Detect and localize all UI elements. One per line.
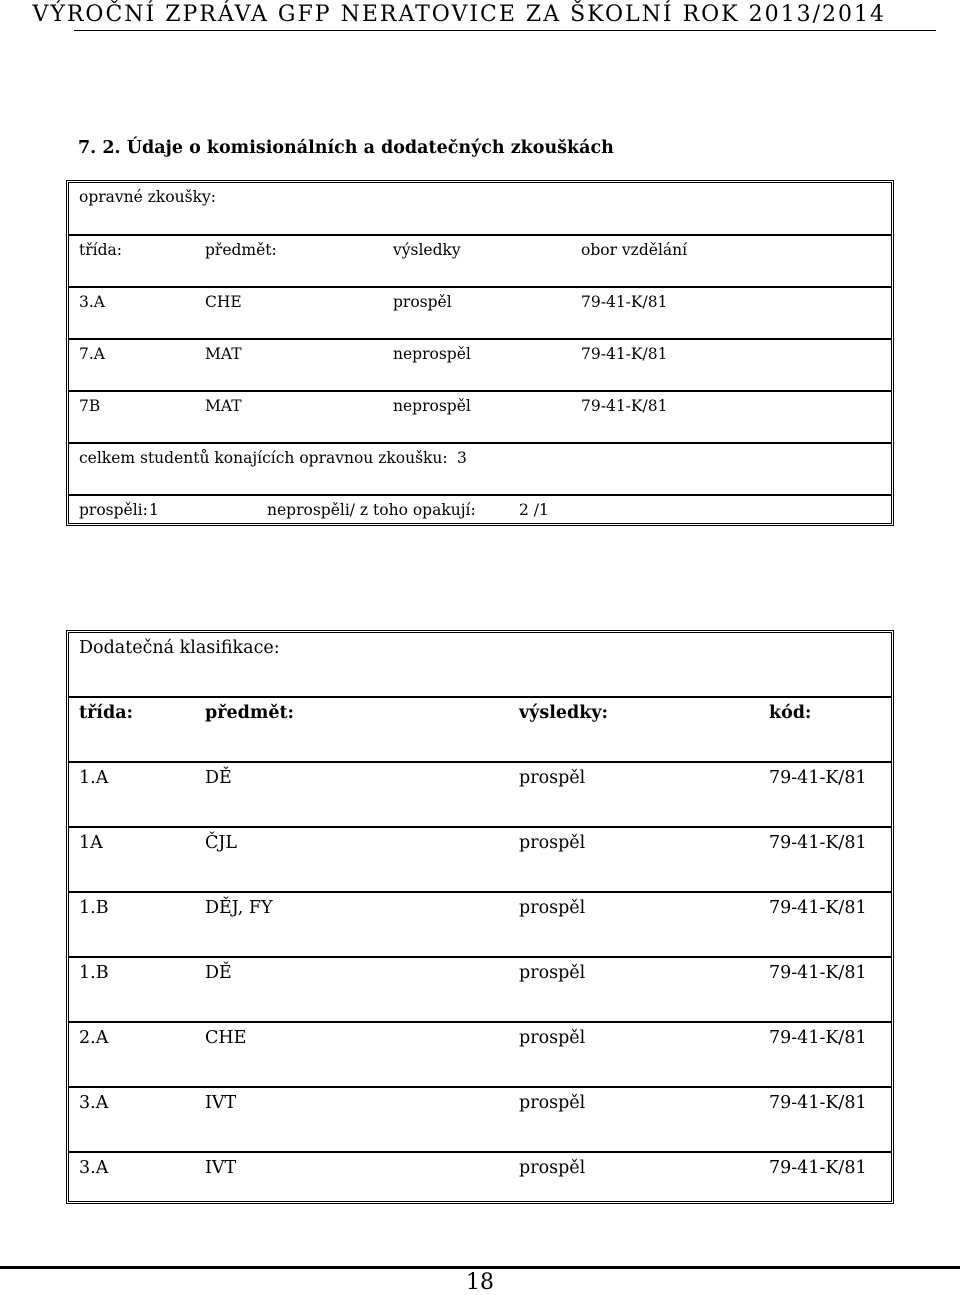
cell-code: 79-41-K/81 <box>769 898 867 918</box>
cell-class: 1A <box>79 833 103 853</box>
column-header-result: výsledky <box>393 241 461 259</box>
cell-class: 1.A <box>79 768 109 788</box>
cell-class: 7B <box>79 397 101 415</box>
cell-class: 2.A <box>79 1028 109 1048</box>
cell-class: 1.B <box>79 963 109 983</box>
cell-code: 79-41-K/81 <box>769 1093 867 1113</box>
cell-subject: MAT <box>205 345 242 363</box>
column-header-field: obor vzdělání <box>581 241 688 259</box>
cell-subject: CHE <box>205 1028 247 1048</box>
column-header-code: kód: <box>769 703 812 723</box>
cell-result: prospěl <box>519 898 586 918</box>
table-header-row <box>69 698 891 763</box>
page-number: 18 <box>466 1270 494 1295</box>
summary-row <box>69 496 891 523</box>
column-header-subject: předmět: <box>205 241 277 259</box>
cell-class: 7.A <box>79 345 105 363</box>
cell-code: 79-41-K/81 <box>769 1158 867 1178</box>
cell-result: prospěl <box>519 1093 586 1113</box>
cell-result: prospěl <box>393 293 452 311</box>
cell-class: 3.A <box>79 1093 109 1113</box>
cell-subject: CHE <box>205 293 242 311</box>
cell-subject: IVT <box>205 1158 237 1178</box>
total-row <box>69 444 891 496</box>
column-header-subject: předmět: <box>205 703 295 723</box>
table-row <box>69 1088 891 1153</box>
cell-result: prospěl <box>519 1028 586 1048</box>
footer-divider <box>0 1266 960 1269</box>
cell-subject: DĚ <box>205 963 232 983</box>
total-label: celkem studentů konajících opravnou zkoušku: <box>79 449 448 467</box>
table-header-row <box>69 236 891 288</box>
cell-result: prospěl <box>519 1158 586 1178</box>
dodatecna-klasifikace-table <box>66 630 894 1204</box>
cell-field: 79-41-K/81 <box>581 397 668 415</box>
cell-code: 79-41-K/81 <box>769 1028 867 1048</box>
column-header-class: třída: <box>79 241 122 259</box>
table-row <box>69 958 891 1023</box>
table-row <box>69 1153 891 1201</box>
table-heading-row <box>69 633 891 698</box>
section-title: 7. 2. Údaje o komisionálních a dodatečných zkouškách <box>78 138 614 158</box>
cell-field: 79-41-K/81 <box>581 345 668 363</box>
table-row <box>69 288 891 340</box>
cell-subject: DĚJ, FY <box>205 898 273 918</box>
table-heading: Dodatečná klasifikace: <box>79 638 280 658</box>
cell-class: 3.A <box>79 1158 109 1178</box>
cell-result: neprospěl <box>393 345 471 363</box>
header-divider <box>74 30 936 31</box>
cell-subject: MAT <box>205 397 242 415</box>
cell-code: 79-41-K/81 <box>769 963 867 983</box>
total-value: 3 <box>457 449 467 467</box>
cell-code: 79-41-K/81 <box>769 768 867 788</box>
cell-class: 1.B <box>79 898 109 918</box>
table-heading: opravné zkoušky: <box>79 188 216 206</box>
cell-result: prospěl <box>519 768 586 788</box>
cell-subject: IVT <box>205 1093 237 1113</box>
table-row <box>69 340 891 392</box>
column-header-result: výsledky: <box>519 703 608 723</box>
cell-field: 79-41-K/81 <box>581 293 668 311</box>
table-heading-row <box>69 183 891 236</box>
opravne-zkousky-table <box>66 180 894 526</box>
cell-result: prospěl <box>519 963 586 983</box>
failed-label: neprospěli/ z toho opakují: <box>267 501 476 519</box>
document-header-title: VÝROČNÍ ZPRÁVA GFP NERATOVICE ZA ŠKOLNÍ ROK 2013/2014 <box>32 2 886 27</box>
column-header-class: třída: <box>79 703 133 723</box>
table-row <box>69 828 891 893</box>
cell-result: prospěl <box>519 833 586 853</box>
table-row <box>69 1023 891 1088</box>
cell-code: 79-41-K/81 <box>769 833 867 853</box>
cell-subject: ČJL <box>205 833 238 853</box>
cell-result: neprospěl <box>393 397 471 415</box>
cell-subject: DĚ <box>205 768 232 788</box>
table-row <box>69 392 891 444</box>
cell-class: 3.A <box>79 293 105 311</box>
passed-value: 1 <box>149 501 159 519</box>
table-row <box>69 893 891 958</box>
table-row <box>69 763 891 828</box>
failed-value: 2 /1 <box>519 501 549 519</box>
passed-label: prospěli: <box>79 501 148 519</box>
